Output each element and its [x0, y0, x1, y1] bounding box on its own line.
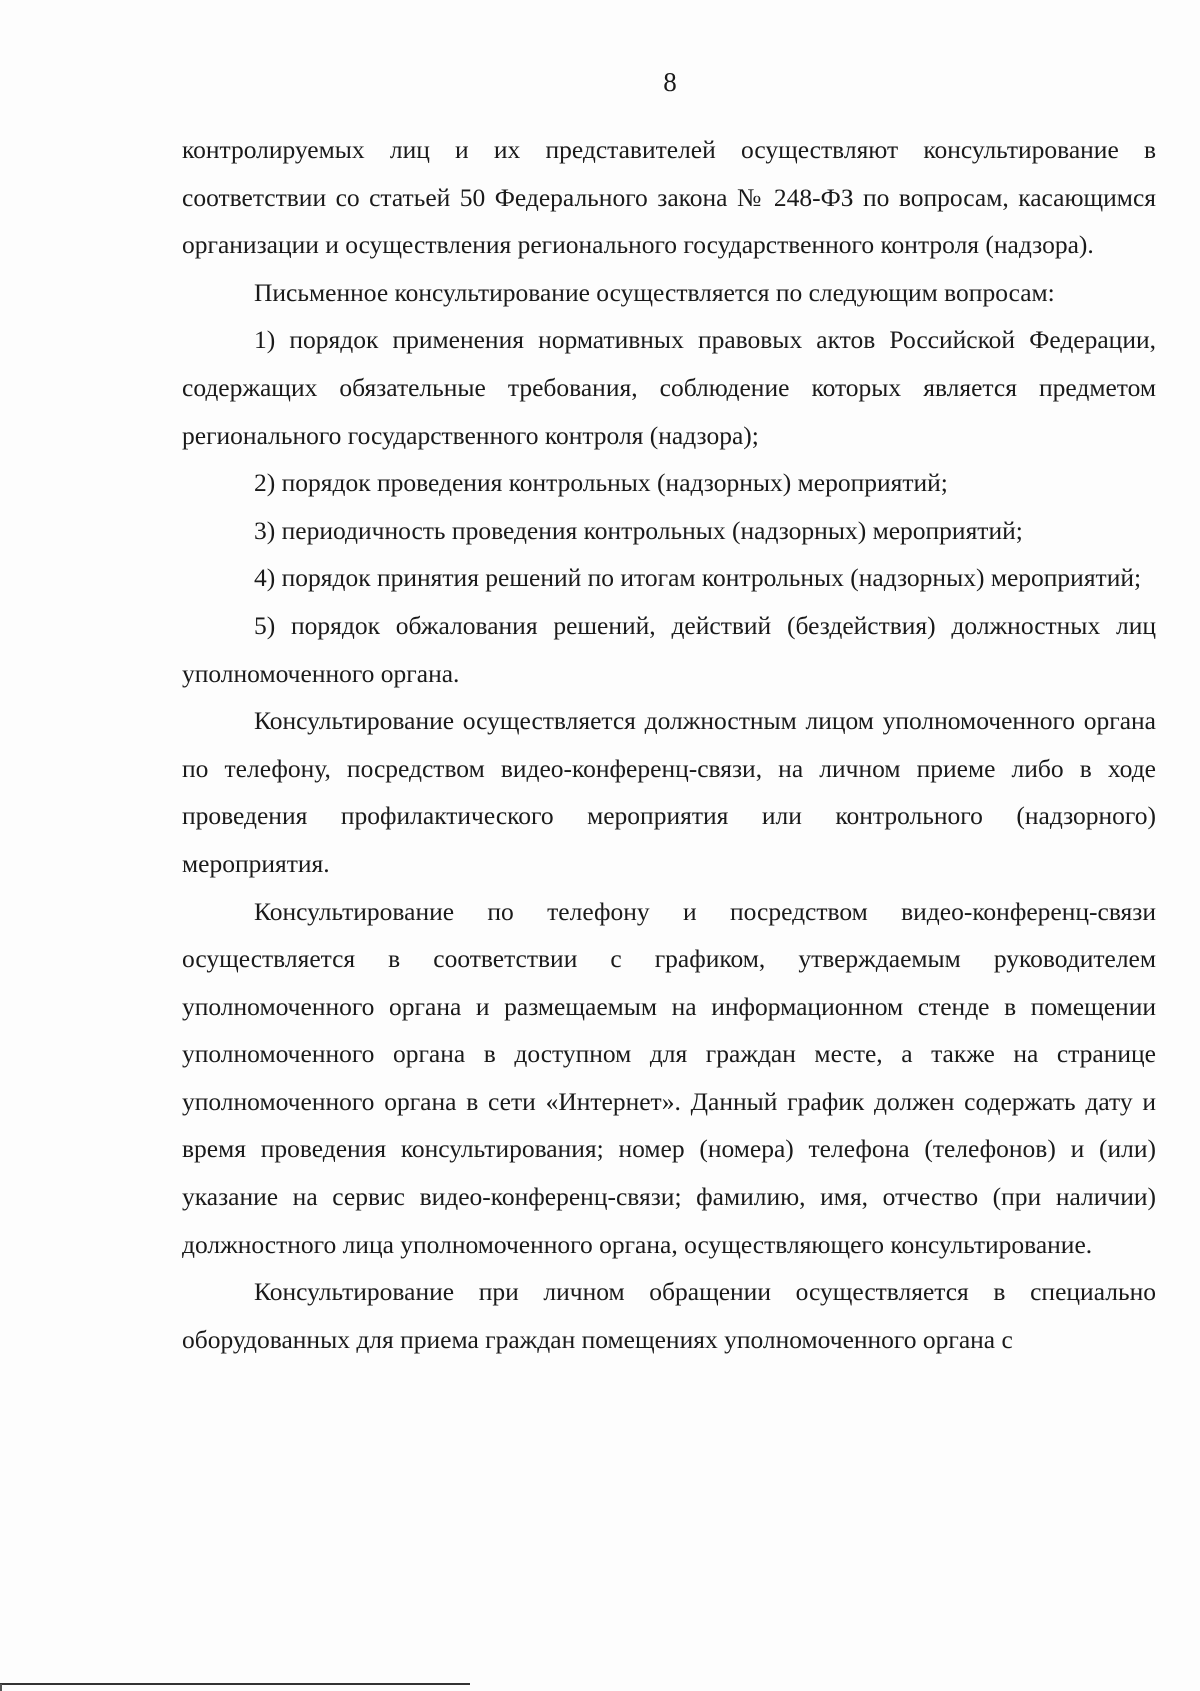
footer-divider — [0, 1683, 470, 1685]
list-item-2: 2) порядок проведения контрольных (надзорных) мероприятий; — [254, 468, 948, 498]
page-number: 8 — [663, 67, 677, 97]
paragraph-1: контролируемых лиц и их представителей осуществляют консультирование в соответствии со статьей 50 Федерального закона № 248-ФЗ по вопросам, касающимся организации и осуществления регионального государственного контроля (надзора). — [182, 135, 1156, 260]
paragraph-5: Консультирование при личном обращении осуществляется в специально оборудованных для приема граждан помещениях уполномоченного органа с — [182, 1277, 1156, 1354]
list-item-1: 1) порядок применения нормативных правовых актов Российской Федерации, содержащих обязательные требования, соблюдение которых является предметом регионального государственного контроля (надзора); — [182, 325, 1156, 450]
paragraph-2: Письменное консультирование осуществляется по следующим вопросам: — [254, 277, 1055, 307]
paragraph-3: Консультирование осуществляется должностным лицом уполномоченного органа по телефону, посредством видео-конференц-связи, на личном приеме либо в ходе проведения профилактического мероприятия или контрольного (надзорного) мероприятия. — [182, 706, 1156, 878]
list-item-4: 4) порядок принятия решений по итогам контрольных (надзорных) мероприятий; — [254, 563, 1142, 593]
list-item-5: 5) порядок обжалования решений, действий (бездействия) должностных лиц уполномоченного органа. — [182, 610, 1156, 688]
paragraph-4: Консультирование по телефону и посредством видео-конференц-связи осуществляется в соответствии с графиком, утверждаемым руководителем уполномоченного органа и размещаемым на информационном стенде в помещении уполномоченного органа в доступном для граждан месте, а также на странице уполномоченного органа в сети «Интернет». Данный график должен содержать дату и время проведения консультирования; номер (номера) телефона (телефонов) и (или) указание на сервис видео-конференц-связи; фамилию, имя, отчество (при наличии) должностного лица уполномоченного органа, осуществляющего консультирование. — [182, 896, 1156, 1259]
list-item-3: 3) периодичность проведения контрольных (надзорных) мероприятий; — [254, 515, 1023, 545]
document-body — [182, 126, 1156, 1363]
scan-edge-mark — [0, 1684, 2, 1691]
